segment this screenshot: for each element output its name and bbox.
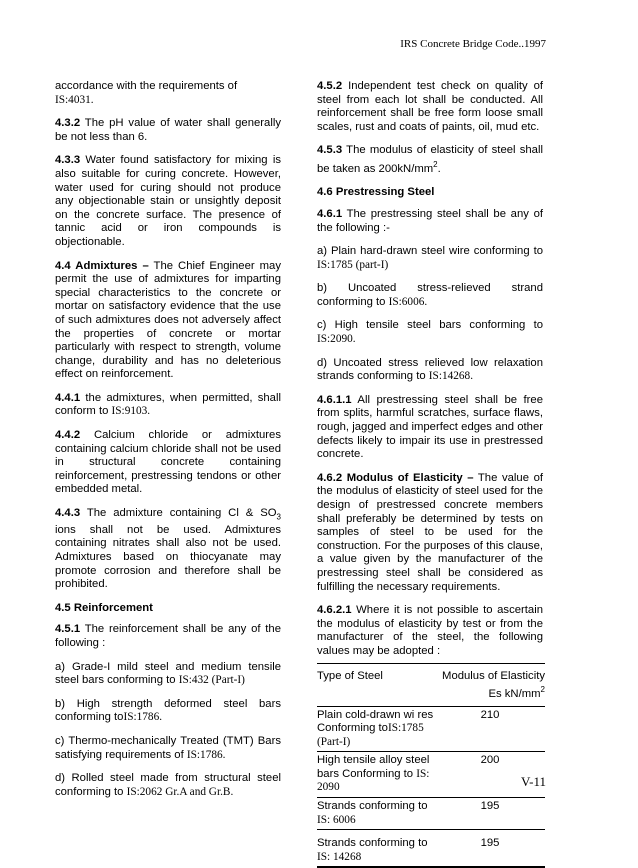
table-cell-value: 195 — [435, 798, 545, 830]
list-item: b) Uncoated stress-relieved strand conforming to IS:6006. — [317, 282, 543, 308]
right-column — [317, 80, 543, 868]
clause-4-4-1: 4.4.1 the admixtures, when permitted, shall conform to IS:9103. — [55, 391, 281, 418]
list-item: c) Thermo-mechanically Treated (TMT) Bars satisfying requirements of IS:1786. — [55, 735, 281, 761]
running-header: IRS Concrete Bridge Code..1997 — [400, 38, 546, 50]
list-item: c) High tensile steel bars conforming to IS:2090. — [317, 319, 543, 346]
page-number: V-11 — [520, 774, 546, 789]
section-heading-prestressing-steel: 4.6 Prestressing Steel — [317, 186, 435, 199]
clause-4-3-3: 4.3.3 Water found satisfactory for mixing is also suitable for curing concrete. However, water used for curing should not produce any objectionable stain or unsightly deposit on the concrete surface. The presence of tannic acid or iron compounds is objectionable. — [55, 154, 281, 248]
list-item: a) Plain hard-drawn steel wire conforming to IS:1785 (part-I) — [317, 245, 543, 271]
left-column — [55, 80, 281, 809]
section-heading-reinforcement: 4.5 Reinforcement — [55, 601, 153, 614]
clause-4-6-2-1: 4.6.2.1 Where it is not possible to ascertain the modulus of elasticity by test or from the manufacturer of the steel, the following values may be adopted : — [317, 604, 543, 657]
clause-4-5-2: 4.5.2 Independent test check on quality of steel from each lot shall be conducted. All reinforcement shall be free form loose small scales, rust and coats of paints, oil, mud etc. — [317, 80, 543, 133]
table-cell-type: Plain cold-drawn wi res Conforming toIS:1785 (Part-I) — [317, 706, 435, 752]
list-item: d) Rolled steel made from structural steel conforming to IS:2062 Gr.A and Gr.B. — [55, 772, 281, 798]
list-item: d) Uncoated stress relieved low relaxation strands conforming to IS:14268. — [317, 356, 543, 383]
list-item: b) High strength deformed steel bars conforming toIS:1786. — [55, 697, 281, 724]
clause-4-4-3: 4.4.3 The admixture containing Cl & $SO_3$ ions shall not be used. Admixtures containing nitrates shall also not be used. Admixtures based on thiocyanate may promote corrosion and therefore shall be prohibited. — [55, 507, 281, 591]
table-header-row — [317, 663, 545, 706]
clause-4-3-2: 4.3.2 The pH value of water shall generally be not less than 6. — [55, 117, 281, 143]
table-header-type: Type of Steel — [317, 663, 435, 706]
table-cell-type: High tensile alloy steel bars Conforming to IS: 2090 — [317, 752, 435, 798]
modulus-table — [317, 663, 545, 868]
table-cell-type: Strands conforming to IS: 14268 — [317, 830, 435, 868]
table-cell-value: 200 — [435, 752, 545, 798]
prestressing-list — [317, 245, 543, 384]
table-cell-type: Strands conforming to IS: 6006 — [317, 798, 435, 830]
clause-4-5-1: 4.5.1 The reinforcement shall be any of the following : — [55, 623, 281, 650]
table-row — [317, 752, 545, 798]
list-item: a) Grade-I mild steel and medium tensile steel bars conforming to IS:432 (Part-I) — [55, 660, 281, 687]
table-row — [317, 706, 545, 752]
table-header-modulus: Modulus of Elasticity Es $kN/mm^2$ — [435, 663, 545, 706]
clause-4-6-1: 4.6.1 The prestressing steel shall be any of the following :- — [317, 207, 543, 234]
table-row — [317, 798, 545, 830]
clause-4-5-3: 4.5.3 The modulus of elasticity of steel shall be taken as $200kN/mm^2$. — [317, 144, 543, 175]
clause-4-6-2: 4.6.2 Modulus of Elasticity – The value of the modulus of elasticity of steel used for the design of prestressed concrete members shall preferably be determined by tests on samples of steel to be used for the construction. For the purposes of this clause, a value given by the manufacturer of the prestressing steel shall be considered as fulfilling the necessary requirements. — [317, 471, 544, 593]
table-cell-value: 210 — [435, 706, 545, 752]
clause-4-4: 4.4 Admixtures – The Chief Engineer may permit the use of admixtures for imparting special characteristics to the concrete or mortar on satisfactory evidence that the use of such admixtures does not adversely affect the properties of concrete or mortar particularly with respect to strength, volume change, durability and has no deleterious effect on reinforcement. — [55, 259, 281, 381]
paragraph-continuation: accordance with the requirements of IS:4031. — [55, 80, 238, 106]
clause-4-6-1-1: 4.6.1.1 All prestressing steel shall be free from splits, harmful scratches, surface flaws, rough, jagged and imperfect edges and other defects likely to impair its use in prestressed concrete. — [317, 393, 543, 461]
reinforcement-list — [55, 661, 281, 800]
clause-4-4-2: 4.4.2 Calcium chloride or admixtures containing calcium chloride shall not be used in structural concrete containing reinforcement, prestressing tendons or other embedded metal. — [55, 429, 281, 496]
table-row — [317, 830, 545, 868]
table-cell-value: 195 — [435, 830, 545, 868]
